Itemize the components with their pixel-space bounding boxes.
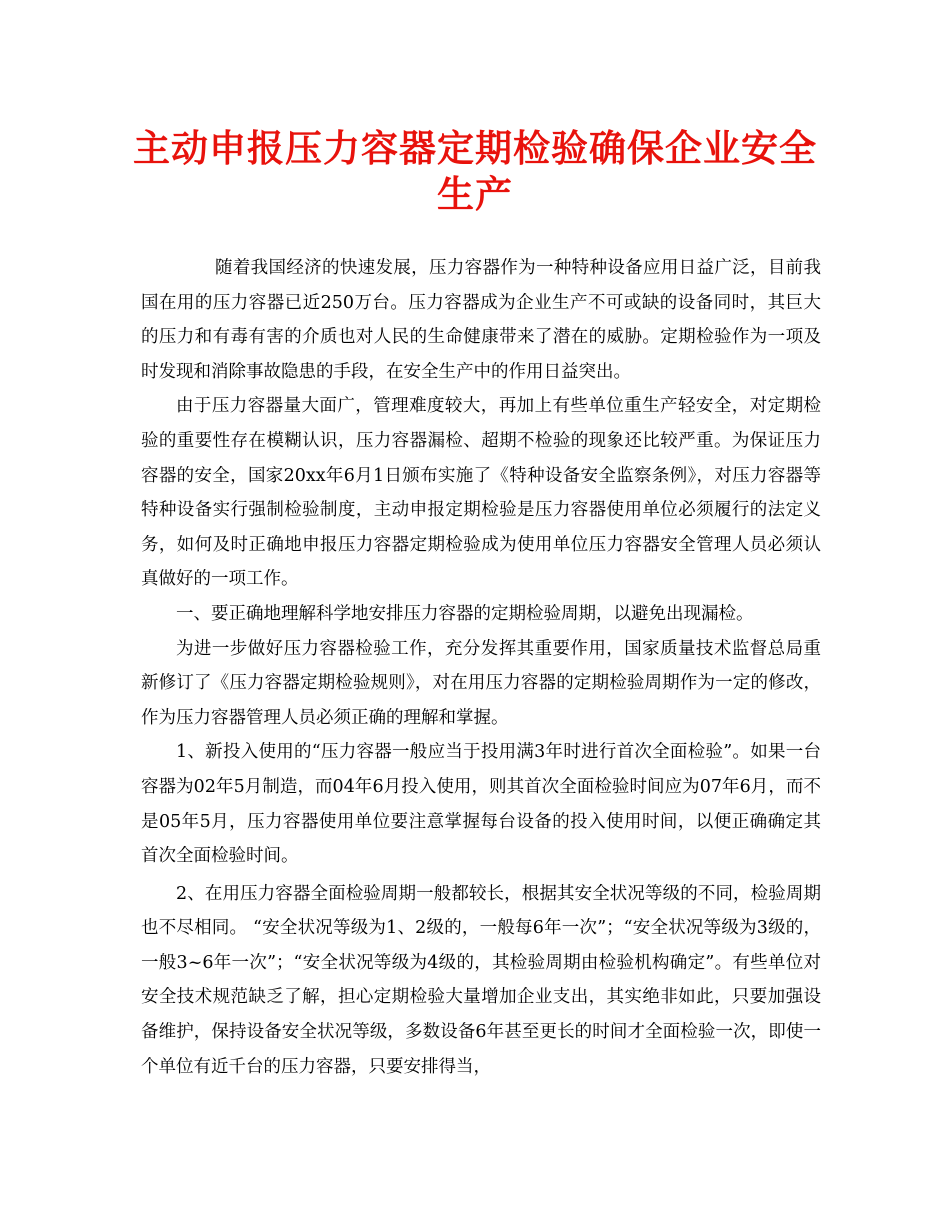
document-title: 主动申报压力容器定期检验确保企业安全生产 [133, 127, 817, 216]
paragraph-regulation: 为进一步做好压力容器检验工作，充分发挥其重要作用，国家质量技术监督总局重新修订了《压力容器定期检验规则》，对在用压力容器的定期检验周期作为一定的修改，作为压力容器管理人员必须正确的理解和掌握。 [141, 638, 821, 728]
paragraph-intro: 随着我国经济的快速发展，压力容器作为一种特种设备应用日益广泛，目前我国在用的压力容器已近250万台。压力容器成为企业生产不可或缺的设备同时，其巨大的压力和有毒有害的介质也对人民的生命健康带来了潜在的威胁。定期检验作为一项及时发现和消除事故隐患的手段，在安全生产中的作用日益突出。 [141, 258, 821, 382]
paragraph-item-2: 2、在用压力容器全面检验周期一般都较长，根据其安全状况等级的不同，检验周期也不尽相同。 “安全状况等级为1、2级的，一般每6年一次”；“安全状况等级为3级的，一般3~6年一次”；“安全状况等级为4级的，其检验周期由检验机构确定”。有些单位对安全技术规范缺乏了解，担心定期检验大量增加企业支出，其实绝非如此，只要加强设备维护，保持设备安全状况等级，多数设备6年甚至更长的时间才全面检验一次，即使一个单位有近千台的压力容器，只要安排得当， [141, 883, 821, 1077]
paragraph-background: 由于压力容器量大面广，管理难度较大，再加上有些单位重生产轻安全，对定期检验的重要性存在模糊认识，压力容器漏检、超期不检验的现象还比较严重。为保证压力容器的安全，国家20xx年6月1日颁布实施了《特种设备安全监察条例》，对压力容器等特种设备实行强制检验制度，主动申报定期检验是压力容器使用单位必须履行的法定义务，如何及时正确地申报压力容器定期检验成为使用单位压力容器安全管理人员必须认真做好的一项工作。 [141, 396, 821, 590]
section-heading-1: 一、要正确地理解科学地安排压力容器的定期检验周期，以避免出现漏检。 [176, 603, 754, 624]
document-body [141, 251, 821, 1084]
paragraph-item-1: 1、新投入使用的“压力容器一般应当于投用满3年时进行首次全面检验”。如果一台容器为02年5月制造，而04年6月投入使用，则其首次全面检验时间应为07年6月，而不是05年5月，压力容器使用单位要注意掌握每台设备的投入使用时间，以便正确确定其首次全面检验时间。 [141, 742, 821, 867]
